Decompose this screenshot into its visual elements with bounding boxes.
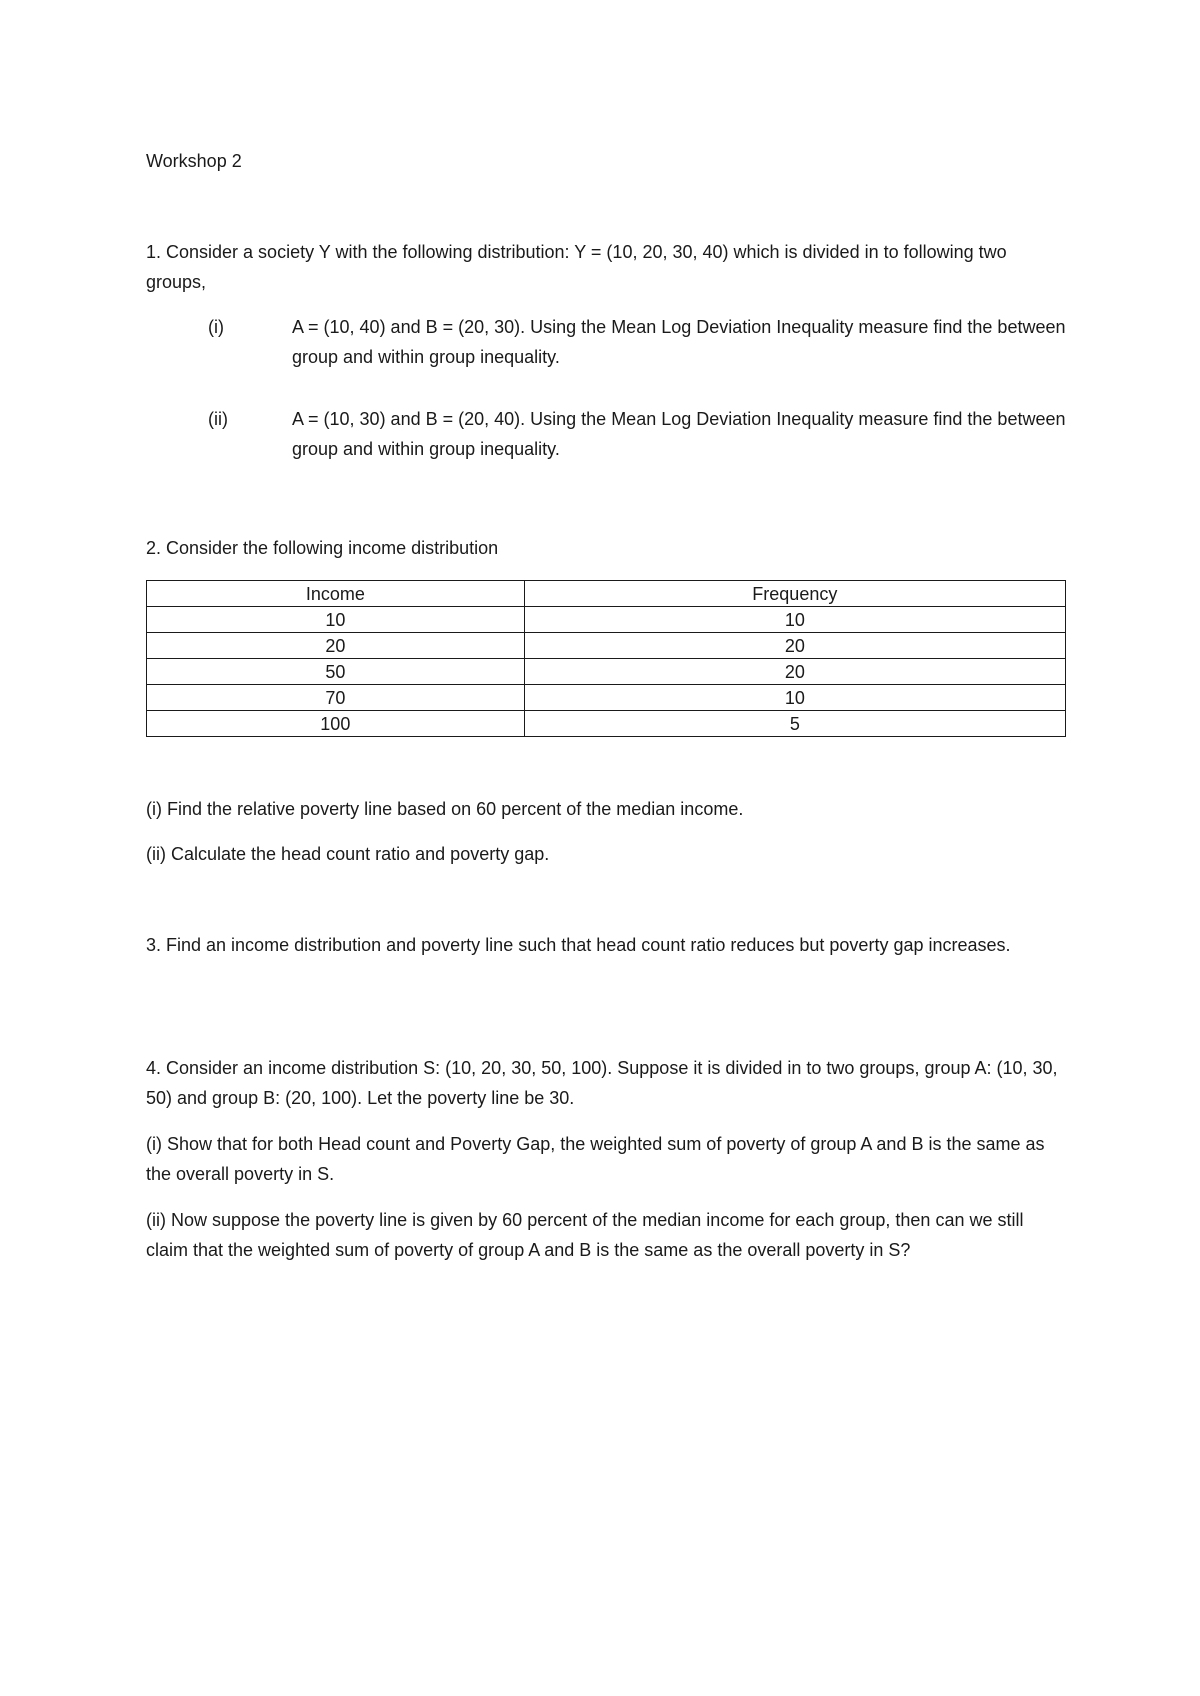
income-distribution-table <box>146 580 1066 737</box>
table-header-row <box>147 581 1066 607</box>
question-1-part-i-label: (i) <box>208 317 224 337</box>
table-row <box>147 711 1066 737</box>
question-2-text: 2. Consider the following income distribution <box>146 538 499 558</box>
question-2-part-i: (i) Find the relative poverty line based on 60 percent of the median income. <box>146 799 744 819</box>
question-1-text: 1. Consider a society Y with the following distribution: Y = (10, 20, 30, 40) which is divided in to following two groups, <box>146 242 1007 292</box>
table-row <box>147 659 1066 685</box>
table-cell-income: 50 <box>147 659 525 685</box>
table-cell-income: 20 <box>147 633 525 659</box>
table-row <box>147 607 1066 633</box>
table-row <box>147 633 1066 659</box>
table-cell-frequency: 20 <box>524 633 1065 659</box>
table-header-income: Income <box>147 581 525 607</box>
table-cell-income: 70 <box>147 685 525 711</box>
question-4-text: 4. Consider an income distribution S: (10, 20, 30, 50, 100). Suppose it is divided in to two groups, group A: (10, 30, 50) and group B: (20, 100). Let the poverty line be 30. <box>146 1058 1058 1108</box>
question-4-part-i: (i) Show that for both Head count and Poverty Gap, the weighted sum of poverty of group A and B is the same as the overall poverty in S. <box>146 1134 1045 1184</box>
table-header-frequency: Frequency <box>524 581 1065 607</box>
table-row <box>147 685 1066 711</box>
table-cell-frequency: 5 <box>524 711 1065 737</box>
table-cell-frequency: 10 <box>524 607 1065 633</box>
question-1-part-i-text: A = (10, 40) and B = (20, 30). Using the Mean Log Deviation Inequality measure find the between group and within group inequality. <box>292 317 1066 367</box>
table-cell-income: 10 <box>147 607 525 633</box>
table-cell-frequency: 10 <box>524 685 1065 711</box>
table-cell-frequency: 20 <box>524 659 1065 685</box>
question-2-part-ii: (ii) Calculate the head count ratio and poverty gap. <box>146 844 550 864</box>
question-3-text: 3. Find an income distribution and poverty line such that head count ratio reduces but poverty gap increases. <box>146 935 1011 955</box>
question-1-part-ii-label: (ii) <box>208 409 228 429</box>
question-1-part-ii-text: A = (10, 30) and B = (20, 40). Using the Mean Log Deviation Inequality measure find the between group and within group inequality. <box>292 409 1066 459</box>
question-4-part-ii: (ii) Now suppose the poverty line is given by 60 percent of the median income for each group, then can we still claim that the weighted sum of poverty of group A and B is the same as the overall poverty in S? <box>146 1210 1024 1260</box>
table-cell-income: 100 <box>147 711 525 737</box>
document-title: Workshop 2 <box>146 151 242 171</box>
